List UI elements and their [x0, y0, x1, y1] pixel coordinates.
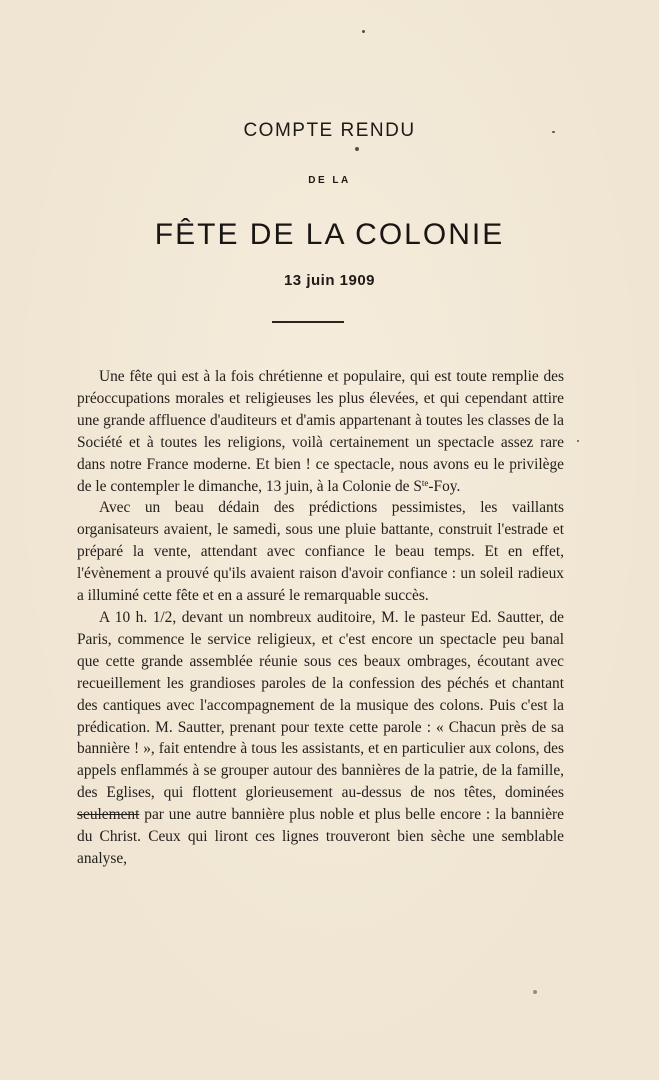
event-date: 13 juin 1909	[283, 272, 376, 289]
paragraph-1-text: Une fête qui est à la fois chrétienne et populaire, qui est toute remplie des préoccupations morales et religieuses les plus élevées, et qui cependant attire une grande affluence d'auditeurs et d'amis appartenant à toutes les classes de la Société et à toutes les religions, voilà certainement un spectacle assez rare dans notre France moderne. Et bien ! ce spectacle, nous avons eu le privilège de le contempler le dimanche, 13 juin, à la Colonie de S	[77, 368, 564, 495]
title-divider	[272, 321, 344, 323]
paragraph-1	[77, 366, 564, 497]
superscript-te: te	[421, 477, 429, 488]
paragraph-2: Avec un beau dédain des prédictions pessimistes, les vaillants organisateurs avaient, le samedi, sous une pluie battante, construit l'estrade et préparé la vente, attendant avec confiance le beau temps. Et en effet, l'évènement a prouvé qu'ils avaient raison d'avoir confiance : un soleil radieux a illuminé cette fête et en a assuré le remarquable succès.	[77, 499, 564, 605]
paper-speck	[577, 440, 579, 442]
paper-speck	[355, 147, 359, 151]
paper-speck	[362, 30, 365, 33]
report-subheading: DE LA	[308, 175, 351, 186]
report-heading: COMPTE RENDU	[243, 120, 416, 141]
paragraph-1-end: -Foy.	[428, 477, 461, 495]
paragraph-3-end: par une autre bannière plus noble et plus belle encore : la bannière du Christ. Ceux qui liront ces lignes trouveront bien sèche une semblable analyse,	[77, 806, 564, 867]
page-title: FÊTE DE LA COLONIE	[154, 218, 505, 251]
struck-word: seulement	[77, 806, 140, 824]
article-body	[77, 366, 564, 870]
paragraph-3	[77, 607, 564, 870]
paper-speck	[552, 131, 555, 133]
paragraph-3-text: A 10 h. 1/2, devant un nombreux auditoire, M. le pasteur Ed. Sautter, de Paris, commence le service religieux, et c'est encore un spectacle peu banal que cette grande assemblée réunie sous ces beaux ombrages, écoutant avec recueillement les grandioses paroles de la confession des péchés et chantant des cantiques avec l'accompagnement de la musique des colons. Puis c'est la prédication. M. Sautter, prenant pour texte cette parole : « Chacun près de sa bannière ! », fait entendre à tous les assistants, et en particulier aux colons, des appels enflammés à se grouper autour des bannières de la patrie, de la famille, des Eglises, qui flottent glorieusement au-dessus de nos têtes, dominées	[77, 608, 564, 802]
paper-speck	[533, 990, 537, 994]
